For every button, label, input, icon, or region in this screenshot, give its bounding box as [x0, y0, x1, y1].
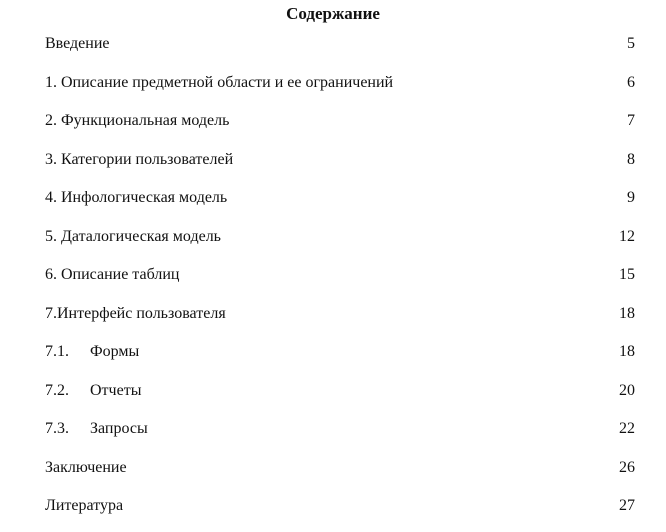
toc-entry-page: 15 — [619, 266, 635, 283]
toc-entry-label: Введение — [45, 35, 110, 52]
toc-entry-datalogical-model[interactable] — [0, 224, 666, 263]
toc-entry-references[interactable] — [0, 493, 666, 532]
toc-entry-label: 3. Категории пользователей — [45, 150, 234, 168]
toc-entry-tables-description[interactable] — [0, 262, 666, 301]
toc-entry-label — [45, 416, 148, 442]
toc-entry-page: 20 — [619, 381, 635, 399]
toc-entry-text: Запросы — [90, 420, 148, 437]
toc-entry-infological-model[interactable] — [0, 185, 666, 224]
toc-entry-text: Формы — [90, 343, 140, 360]
toc-entry-label: 2. Функциональная модель — [45, 112, 230, 129]
toc-entry-number: 7.1. — [45, 343, 69, 360]
toc-entry-user-categories[interactable] — [0, 147, 666, 186]
toc-entry-page: 8 — [627, 150, 635, 168]
toc-entry-page: 7 — [627, 112, 635, 129]
toc-entry-label: 5. Даталогическая модель — [45, 227, 221, 245]
toc-entry-page: 18 — [619, 343, 635, 360]
toc-entry-reports[interactable] — [0, 378, 666, 417]
toc-entry-label — [45, 378, 141, 404]
toc-entry-text: Отчеты — [90, 381, 142, 399]
toc-entry-page: 6 — [627, 73, 635, 91]
toc-entry-introduction[interactable] — [0, 31, 666, 70]
toc-entry-conclusion[interactable] — [0, 455, 666, 494]
toc-entry-label: 6. Описание таблиц — [45, 266, 180, 283]
toc-list — [0, 31, 666, 532]
toc-entry-label: 1. Описание предметной области и ее ограничений — [45, 73, 394, 91]
toc-title: Содержание — [286, 4, 380, 23]
toc-entry-domain-description[interactable] — [0, 70, 666, 109]
toc-entry-label — [45, 339, 139, 365]
toc-entry-label: Заключение — [45, 458, 127, 476]
toc-entry-forms[interactable] — [0, 339, 666, 378]
toc-entry-page: 5 — [627, 35, 635, 52]
toc-entry-queries[interactable] — [0, 416, 666, 455]
toc-entry-page: 9 — [627, 189, 635, 206]
toc-entry-number: 7.3. — [45, 420, 69, 437]
toc-entry-label: 7.Интерфейс пользователя — [45, 304, 226, 322]
toc-entry-functional-model[interactable] — [0, 108, 666, 147]
toc-entry-user-interface[interactable] — [0, 301, 666, 340]
toc-entry-page: 22 — [619, 420, 635, 437]
toc-entry-number: 7.2. — [45, 381, 69, 399]
toc-entry-label: Литература — [45, 497, 124, 514]
toc-entry-page: 27 — [619, 497, 635, 514]
toc-entry-page: 18 — [619, 304, 635, 322]
toc-entry-label: 4. Инфологическая модель — [45, 189, 228, 206]
toc-entry-page: 26 — [619, 458, 635, 476]
toc-entry-page: 12 — [619, 227, 635, 245]
